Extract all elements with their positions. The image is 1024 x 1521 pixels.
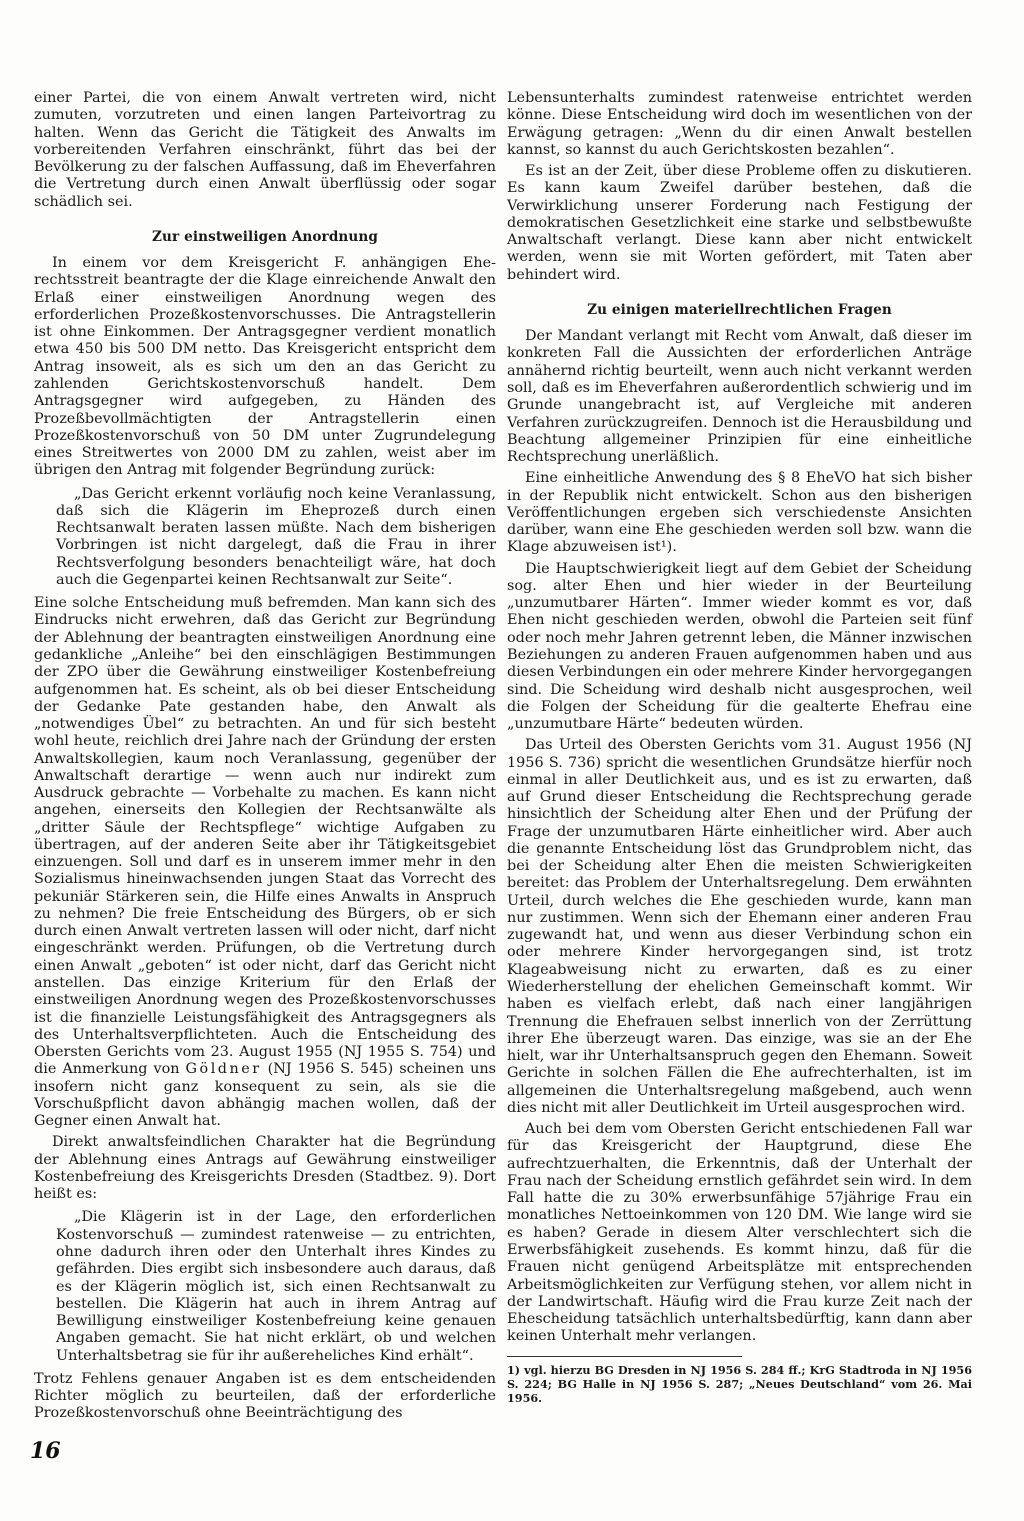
footnotes bbox=[507, 1356, 972, 1405]
left-column bbox=[34, 90, 496, 1427]
paragraph: Der Mandant verlangt mit Recht vom Anwalt, daß dieser im konkreten Fall die Aussichten der erforderlichen Anträge annähernd richtig beurteilt, wenn auch nicht verkannt werden soll, daß es im Eheverfahren außerordentlich schwierig und im Grunde unangebracht ist, auf Vergleiche mit anderen Verfahren zurückzugreifen. Dennoch ist die Herausbildung und Beachtung allgemeiner Prinzipien für eine einheitliche Rechtsprechung unerläßlich. bbox=[507, 328, 972, 466]
right-column bbox=[507, 90, 972, 1405]
quote-text: „Das Gericht erkennt vorläufig noch keine Veranlassung, daß sich die Klägerin im Eheprozeß durch einen Rechtsanwalt beraten lassen müßte. Nach dem bisherigen Vorbringen ist nicht dargelegt, daß die Frau in ihrer Rechtsverfolgung besonders benachteiligt wäre, hat doch auch die Gegenpartei keinen Rechtsanwalt zur Seite“. bbox=[56, 485, 496, 588]
paragraph-text: Eine solche Entscheidung muß befremden. Man kann sich des Eindrucks nicht erwehren, daß das Gericht zur Begründung der Ablehnung der beantragten einstweiligen Anordnung eine gedankliche „Anleihe“ bei den einschlägigen Bestimmungen der ZPO über die Gewährung einstweiliger Kostenbefreiung aufgenommen hat. Es scheint, als ob bei dieser Entscheidung der Gedanke Pate gestanden habe, den Anwalt als „notwendiges Übel“ zu betrachten. An und für sich besteht wohl heute, reichlich drei Jahre nach der Gründung der ersten Anwaltskollegien, kaum noch Veranlassung, gegenüber der Anwaltschaft derartige — wenn auch nur indirekt zum Ausdruck gebrachte — Vorbehalte zu machen. Es kann nicht angehen, einerseits den Kollegien der Rechtsanwälte als „dritter Säule der Rechtspflege“ wichtige Aufgaben zu übertragen, auf der anderen Seite aber ihr Tätigkeitsgebiet einzuengen. Soll und darf es in unserem immer mehr in den Sozialismus hineinwachsenden jungen Staat das Vorrecht des pekuniär Stärkeren sein, die Hilfe eines Anwalts in Anspruch zu nehmen? Die freie Entscheidung des Bürgers, ob er sich durch einen Anwalt vertreten lassen will oder nicht, darf nicht eingeschränkt werden. Prüfungen, ob die Vertretung durch einen Anwalt „geboten“ ist oder nicht, darf das Gericht nicht anstellen. Das einzige Kriterium für den Erlaß der einstweiligen Anordnung wegen des Prozeßkostenvorschusses ist die finanzielle Leistungsfähigkeit des Antragsgegners als des Unterhaltsverpflichteten. Auch die Entscheidung des Obersten Gerichts vom 23. August 1955 (NJ 1955 S. 754) und die Anmerkung von bbox=[34, 595, 496, 1078]
block-quote bbox=[56, 486, 496, 590]
author-name: Göldner bbox=[185, 1061, 262, 1078]
page-number: 16 bbox=[30, 1438, 61, 1464]
paragraph: einer Partei, die von einem Anwalt vertreten wird, nicht zumuten, vorzutreten und einen langen Parteivortrag zu halten. Wenn das Gericht die Tätigkeit des Anwalts im vorbereitenden Verfahren einschränkt, führt das bei der Bevölkerung zu der falschen Auffassung, daß im Eheverfahren die Vertretung durch einen Anwalt überflüssig oder sogar schädlich sei. bbox=[34, 90, 496, 210]
quote-text: „Die Klägerin ist in der Lage, den erforderlichen Kostenvorschuß — zumindest ratenweise — zu entrichten, ohne dadurch ihren oder den Unterhalt ihres Kindes zu gefährden. Dies ergibt sich insbesondere auch daraus, daß es der Klägerin möglich ist, sich einen Rechtsanwalt zu bestellen. Die Klägerin hat auch in ihrem Antrag auf Bewilligung einstweiliger Kostenbefreiung keine genauen Angaben gemacht. Sie hat nicht erklärt, ob und welchen Unterhaltsbetrag sie für ihr außereheliches Kind erhält“. bbox=[56, 1209, 496, 1364]
paragraph: Eine einheitliche Anwendung des § 8 EheVO hat sich bisher in der Republik nicht entwickelt. Schon aus den bisherigen Veröffentlichungen ergeben sich verschiedenste Ansichten darüber, wann eine Ehe geschieden werden soll bzw. wann die Klage abzuweisen ist¹). bbox=[507, 470, 972, 556]
block-quote bbox=[56, 1209, 496, 1364]
section-heading: Zur einstweiligen Anordnung bbox=[152, 228, 378, 245]
paragraph bbox=[34, 595, 496, 1130]
paragraph: Trotz Fehlens genauer Angaben ist es dem entscheidenden Richter möglich zu beurteilen, daß der erforderliche Prozeßkostenvorschuß ohne Beeinträchtigung des bbox=[34, 1370, 496, 1422]
paragraph: Es ist an der Zeit, über diese Probleme offen zu diskutieren. Es kann kaum Zweifel darüber bestehen, daß die Verwirklichung unserer Forderung nach Festigung der demokratischen Gesetzlichkeit eine starke und selbstbewußte Anwaltschaft verlangt. Diese kann aber nicht entwickelt werden, wenn sie mit Worten gefördert, mit Taten aber behindert wird. bbox=[507, 163, 972, 283]
paragraph: Das Urteil des Obersten Gerichts vom 31. August 1956 (NJ 1956 S. 736) spricht die wesentlichen Grundsätze hierfür noch einmal in aller Deutlichkeit aus, und es ist zu erwarten, daß auf Grund dieser Entscheidung die Rechtsprechung gerade hinsichtlich der Scheidung alter Ehen und der Prüfung der Frage der unzumutbaren Härte einheitlicher wird. Aber auch die genannte Entscheidung löst das Grundproblem nicht, das bei der Scheidung alter Ehen die meisten Schwierigkeiten bereitet: das Problem der Unterhaltsregelung. Dem erwähnten Urteil, durch welches die Ehe geschieden wurde, kann man nur zustimmen. Wenn sich der Ehemann einer anderen Frau zugewandt hat, und wenn aus dieser Verbindung schon ein oder mehrere Kinder hervorgegangen sind, ist trotz Klageabweisung nicht zu erwarten, daß es zu einer Wiederherstellung der ehelichen Gemeinschaft kommt. Wir haben es vielfach erlebt, daß nach einer langjährigen Trennung die Ehefrauen selbst innerlich von der Zerrüttung ihrer Ehe überzeugt waren. Das einzige, was sie an der Ehe hielt, war ihr Unterhaltsanspruch gegen den Ehemann. Soweit Gerichte in solchen Fällen die Ehe aufrechterhalten, ist im allgemeinen die Unterhaltsregelung maßgebend, auch wenn dies nicht mit aller Deutlichkeit im Urteil ausgesprochen wird. bbox=[507, 737, 972, 1116]
footnote: 1) vgl. hierzu BG Dresden in NJ 1956 S. 284 ff.; KrG Stadtroda in NJ 1956 S. 224; BG Halle in NJ 1956 S. 287; „Neues Deutschland“ vom 26. Mai 1956. bbox=[507, 1362, 972, 1405]
paragraph-text: (NJ 1956 S. 545) scheinen uns insofern nicht ganz konsequent zu sein, als sie die Vorschußpflicht davon abhängig machen wollen, daß der Gegner einen Anwalt hat. bbox=[34, 1061, 496, 1130]
section-heading: Zu einigen materiellrechtlichen Fragen bbox=[587, 301, 892, 318]
paragraph: In einem vor dem Kreisgericht F. anhängigen Eherechtsstreit beantragte der die Klage einreichende Anwalt den Erlaß einer einstweiligen Anordnung wegen des erforderlichen Prozeßkostenvorschusses. Die Antragstellerin ist ohne Einkommen. Der Antragsgegner verdient monatlich etwa 450 bis 500 DM netto. Das Kreisgericht entspricht dem Antrag insoweit, als es sich um den an das Gericht zu zahlenden Gerichtskostenvorschuß handelt. Dem Antragsgegner wird aufgegeben, zu Händen des Prozeßbevollmächtigten der Antragstellerin einen Prozeßkostenvorschuß von 50 DM unter Zugrundelegung eines Streitwertes von 2000 DM zu zahlen, weist aber im übrigen den Antrag mit folgender Begründung zurück: bbox=[34, 255, 496, 479]
paragraph: Auch bei dem vom Obersten Gericht entschiedenen Fall war für das Kreisgericht der Hauptgrund, diese Ehe aufrechtzuerhalten, die Erkenntnis, daß der Unterhalt der Frau nach der Scheidung ernstlich gefährdet sein wird. In dem Fall hatte die zu 30% erwerbsunfähige 57jährige Frau ein monatliches Nettoeinkommen von 120 DM. Wie lange wird sie es haben? Gerade in diesem Alter verschlechtert sich die Erwerbsfähigkeit zusehends. Es kommt hinzu, daß für die Frauen nicht genügend Arbeitsplätze mit entsprechenden Arbeitsmöglichkeiten zur Verfügung stehen, vor allem nicht in der Landwirtschaft. Häufig wird die Frau kurze Zeit nach der Ehescheidung tatsächlich unterhaltsbedürftig, kann dann aber keinen Unterhalt mehr verlangen. bbox=[507, 1121, 972, 1345]
paragraph: Lebensunterhalts zumindest ratenweise entrichtet werden könne. Diese Entscheidung wird doch im wesentlichen von der Erwägung getragen: „Wenn du dir einen Anwalt bestellen kannst, so kannst du auch Gerichtskosten bezahlen“. bbox=[507, 90, 972, 158]
paragraph: Direkt anwaltsfeindlichen Charakter hat die Begründung der Ablehnung eines Antrags auf Gewährung einstweiliger Kostenbefreiung des Kreisgerichts Dresden (Stadtbez. 9). Dort heißt es: bbox=[34, 1134, 496, 1203]
paragraph: Die Hauptschwierigkeit liegt auf dem Gebiet der Scheidung sog. alter Ehen und hier wieder in der Beurteilung „unzumutbarer Härten“. Immer wieder kommt es vor, daß Ehen nicht geschieden werden, obwohl die Parteien seit fünf oder noch mehr Jahren getrennt leben, die Männer inzwischen Beziehungen zu anderen Frauen aufgenommen haben und aus diesen Verbindungen ein oder mehrere Kinder hervorgegangen sind. Die Scheidung wird deshalb nicht ausgesprochen, weil die Folgen der Scheidung für die gealterte Ehefrau eine „unzumutbare Härte“ bedeuten würden. bbox=[507, 560, 972, 733]
